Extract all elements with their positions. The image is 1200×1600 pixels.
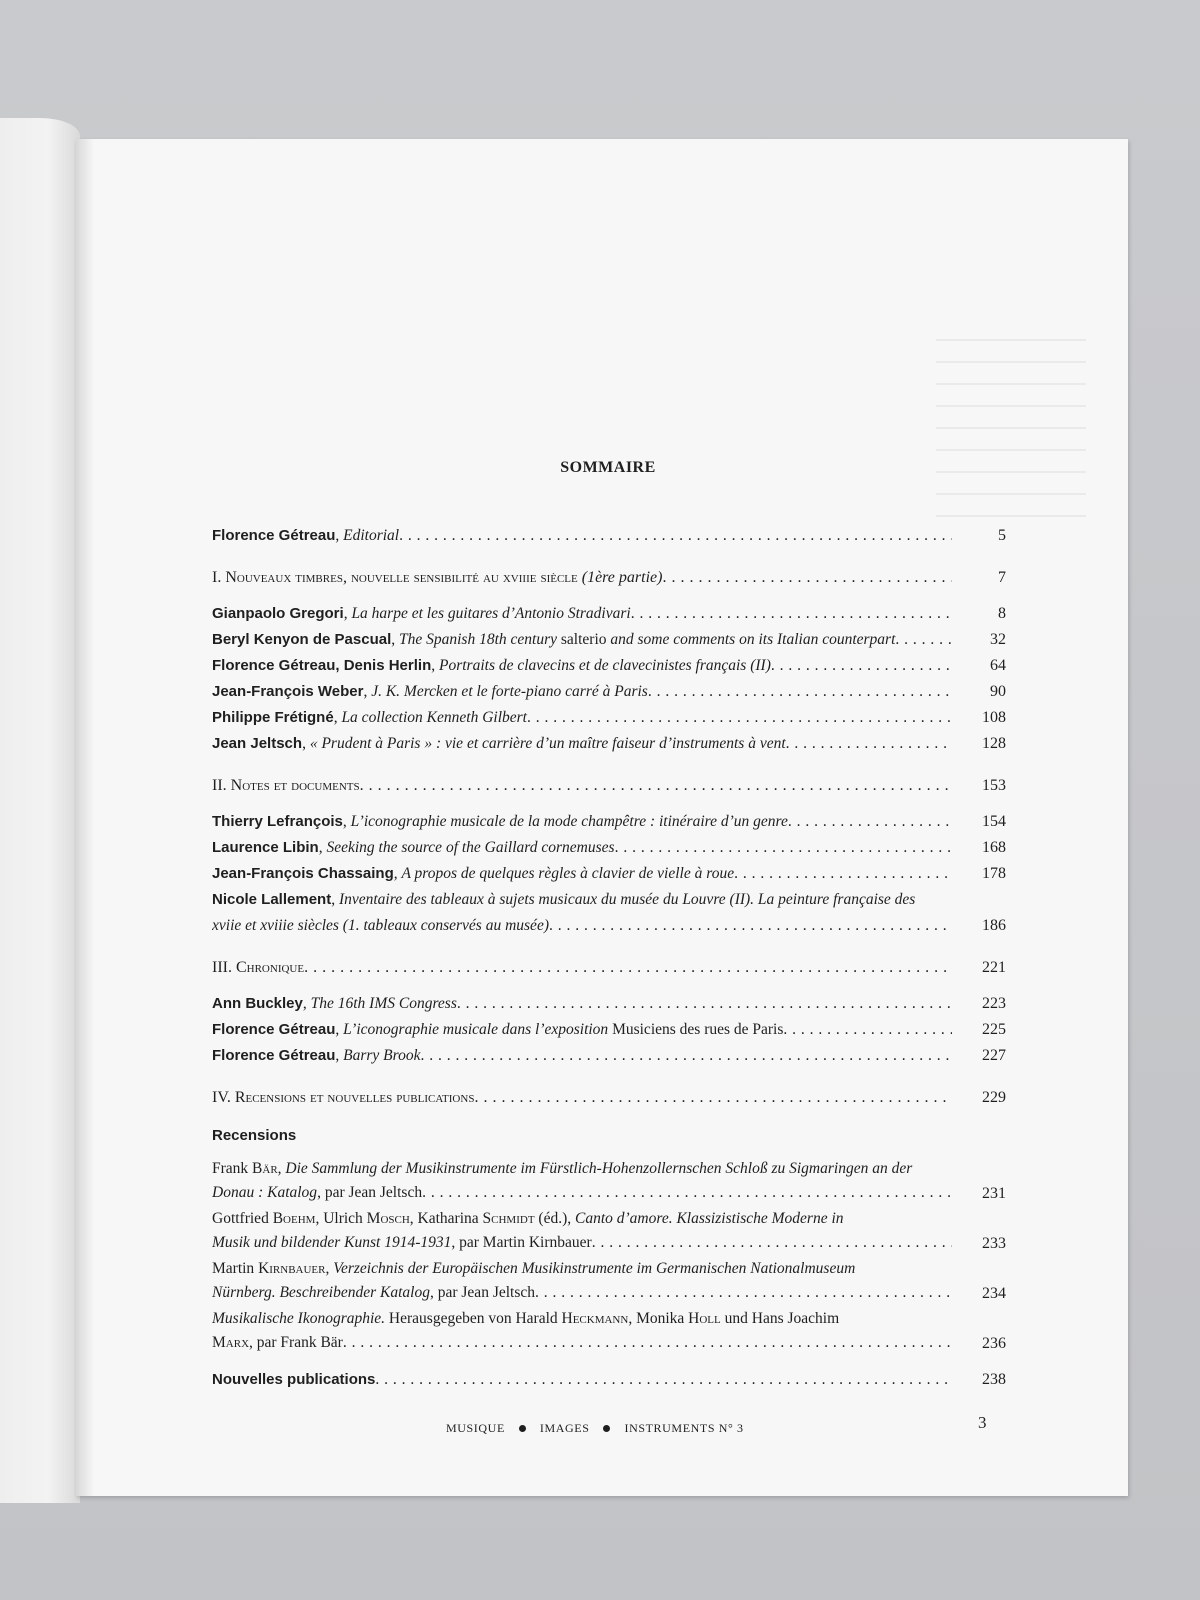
review-text: Herausgegeben von Harald: [388, 1310, 558, 1327]
entry-author: Florence Gétreau, Denis Herlin: [212, 657, 432, 674]
toc-entry: Florence Gétreau, Barry Brook . . . 227: [212, 1043, 1006, 1069]
review-editor-note: (éd.): [538, 1210, 568, 1227]
review-author-first: Monika: [636, 1310, 685, 1327]
review-reviewer: par Frank Bär: [256, 1334, 343, 1351]
toc-section: [212, 1085, 1006, 1111]
entry-title: L’iconographie musicale de la mode champêtre : itinéraire d’un genre: [350, 813, 788, 830]
review-author-last: Kirnbauer: [258, 1260, 326, 1277]
toc-section: [212, 565, 1006, 591]
left-page-edge: [0, 118, 80, 1503]
entry-title: J. K. Mercken et le forte-piano carré à Paris: [371, 683, 648, 700]
review-author-last: Schmidt: [482, 1210, 535, 1227]
toc-entry: Nicole Lallement, Inventaire des tableaux à sujets musicaux du musée du Louvre (II). La peinture française des xviie et xviiie siècles (1. tableaux conservés au musée) . . . 186: [212, 887, 1006, 939]
entry-page: 8: [998, 605, 1006, 622]
review-entry: Gottfried Boehm, Ulrich Mosch, Katharina Schmidt (éd.), Canto d’amore. Klassizistische Moderne in Musik und bildender Kunst 1914-1931, par Martin Kirnbauer . . . 233: [212, 1207, 1006, 1257]
entry-title: « Prudent à Paris » : vie et carrière d’un maître faiseur d’instruments à vent: [309, 735, 786, 752]
review-author-last: Boehm: [272, 1210, 316, 1227]
entry-title-cont: xviie et xviiie siècles (1. tableaux conservés au musée): [212, 917, 549, 934]
entry-author: Jean Jeltsch: [212, 735, 303, 752]
entry-author: Florence Gétreau: [212, 1047, 336, 1064]
entry-author: Thierry Lefrançois: [212, 813, 343, 830]
section-page: 221: [982, 959, 1006, 976]
entry-author: Beryl Kenyon de Pascual: [212, 631, 392, 648]
toc-entry: Gianpaolo Gregori, La harpe et les guitares d’Antonio Stradivari . . . 8: [212, 601, 1006, 627]
toc-entry: Florence Gétreau, L’iconographie musicale dans l’exposition Musiciens des rues de Paris . . . 225: [212, 1017, 1006, 1043]
entry-title: The 16th IMS Congress: [310, 995, 457, 1012]
entry-author: Philippe Frétigné: [212, 709, 334, 726]
table-of-contents: [212, 459, 1006, 1393]
entry-page: 225: [982, 1021, 1006, 1038]
toc-entry: Ann Buckley, The 16th IMS Congress . . . 223: [212, 991, 1006, 1017]
page-title: SOMMAIRE: [560, 459, 656, 476]
entry-author: Florence Gétreau: [212, 1021, 336, 1038]
footer-word: IMAGES: [539, 1421, 590, 1435]
running-footer: [446, 1421, 866, 1436]
review-title-cont: Donau : Katalog: [212, 1184, 318, 1201]
page-number: 3: [978, 1413, 987, 1432]
entry-page: 5: [998, 527, 1006, 544]
toc-section: [212, 955, 1006, 981]
review-title: Verzeichnis der Europäischen Musikinstrumente im Germanischen Nationalmuseum: [333, 1260, 856, 1277]
review-author-first: Ulrich: [323, 1210, 363, 1227]
page-gutter: [76, 139, 94, 1496]
section-label: II. Notes et documents: [212, 777, 360, 794]
entry-title: A propos de quelques règles à clavier de vielle à roue: [401, 865, 735, 882]
review-title: Die Sammlung der Musikinstrumente im Fürstlich-Hohenzollernschen Schloß zu Sigmaringen an der: [285, 1160, 913, 1177]
bullet-icon: [603, 1425, 610, 1432]
bullet-icon: [519, 1425, 526, 1432]
review-text: und Hans Joachim: [724, 1310, 840, 1327]
section-page: 153: [982, 777, 1006, 794]
toc-entry: Philippe Frétigné, La collection Kenneth Gilbert . . . 108: [212, 705, 1006, 731]
review-reviewer: par Jean Jeltsch: [437, 1284, 536, 1301]
section-label: I. Nouveaux timbres, nouvelle sensibilité au xviiie siècle: [212, 569, 578, 586]
entry-author: Florence Gétreau: [212, 527, 336, 544]
entry-title-plain: salterio: [560, 631, 607, 648]
entry-page: 154: [982, 813, 1006, 830]
section-page: 229: [982, 1089, 1006, 1106]
entry-author: Ann Buckley: [212, 995, 303, 1012]
review-author-last: Mosch: [366, 1210, 410, 1227]
review-author-first: Katharina: [417, 1210, 479, 1227]
review-title-cont: Musik und bildender Kunst 1914-1931: [212, 1234, 452, 1251]
entry-page: 223: [982, 995, 1006, 1012]
entry-title: Seeking the source of the Gaillard cornemuses: [326, 839, 615, 856]
review-title: Canto d’amore. Klassizistische Moderne in: [575, 1210, 844, 1227]
entry-title: The Spanish 18th century: [399, 631, 557, 648]
section-suffix: (1ère partie): [581, 569, 663, 586]
entry-page: 227: [982, 1047, 1006, 1064]
entry-title: L’iconographie musicale dans l’exposition: [343, 1021, 609, 1038]
section-label: III. Chronique: [212, 959, 305, 976]
review-author-last: Heckmann: [561, 1310, 629, 1327]
review-author-last: Marx: [212, 1334, 250, 1351]
review-entry: Musikalische Ikonographie. Herausgegeben von Harald Heckmann, Monika Holl und Hans Joachim Marx, par Frank Bär . . . 236: [212, 1307, 1006, 1357]
review-page: 236: [982, 1335, 1006, 1352]
toc-entry: Florence Gétreau, Editorial . . . 5: [212, 523, 1006, 549]
entry-title: Portraits de clavecins et de clavecinistes français (II): [439, 657, 771, 674]
page: [76, 139, 1128, 1496]
entry-title-cont: and some comments on its Italian counterpart: [610, 631, 896, 648]
toc-entry: Florence Gétreau, Denis Herlin, Portraits de clavecins et de clavecinistes français (II) . . . 64: [212, 653, 1006, 679]
toc-section: [212, 773, 1006, 799]
entry-page: 238: [982, 1371, 1006, 1388]
entry-author: Nicole Lallement: [212, 891, 332, 908]
review-author-first: Martin: [212, 1260, 255, 1277]
review-reviewer: par Jean Jeltsch: [324, 1184, 423, 1201]
review-author-last: Bär: [252, 1160, 278, 1177]
entry-author: Jean-François Weber: [212, 683, 364, 700]
entry-page: 128: [982, 735, 1006, 752]
section-page: 7: [998, 569, 1006, 586]
entry-page: 168: [982, 839, 1006, 856]
entry-author: Jean-François Chassaing: [212, 865, 394, 882]
toc-entry: Beryl Kenyon de Pascual, The Spanish 18th century salterio and some comments on its Italian counterpart . . . 32: [212, 627, 1006, 653]
review-author-first: Gottfried: [212, 1210, 269, 1227]
entry-title: Editorial: [343, 527, 400, 544]
section-label: IV. Recensions et nouvelles publications: [212, 1089, 475, 1106]
review-reviewer: par Martin Kirnbauer: [459, 1234, 592, 1251]
entry-author: Laurence Libin: [212, 839, 319, 856]
recensions-heading: Recensions: [212, 1127, 297, 1144]
entry-title: Barry Brook: [343, 1047, 421, 1064]
nouvelles-label: Nouvelles publications: [212, 1371, 376, 1388]
review-page: 231: [982, 1185, 1006, 1202]
review-page: 234: [982, 1285, 1006, 1302]
toc-entry: [212, 1367, 1006, 1393]
footer-word: INSTRUMENTS N° 3: [624, 1421, 744, 1435]
toc-entry: Jean-François Chassaing, A propos de quelques règles à clavier de vielle à roue . . . 178: [212, 861, 1006, 887]
review-entry: Martin Kirnbauer, Verzeichnis der Europäischen Musikinstrumente im Germanischen Nationalmuseum Nürnberg. Beschreibender Katalog, par Jean Jeltsch . . . 234: [212, 1257, 1006, 1307]
toc-entry: Thierry Lefrançois, L’iconographie musicale de la mode champêtre : itinéraire d’un genre . . . 154: [212, 809, 1006, 835]
entry-title: La collection Kenneth Gilbert: [341, 709, 527, 726]
footer-word: MUSIQUE: [446, 1421, 505, 1435]
toc-entry: Jean Jeltsch, « Prudent à Paris » : vie et carrière d’un maître faiseur d’instruments à vent . . . 128: [212, 731, 1006, 757]
entry-page: 186: [982, 917, 1006, 934]
review-title: Musikalische Ikonographie.: [212, 1310, 386, 1327]
entry-page: 64: [990, 657, 1006, 674]
entry-title: La harpe et les guitares d’Antonio Stradivari: [351, 605, 631, 622]
entry-title: Inventaire des tableaux à sujets musicaux du musée du Louvre (II). La peinture française des: [338, 891, 916, 908]
entry-author: Gianpaolo Gregori: [212, 605, 344, 622]
review-entry: Frank Bär, Die Sammlung der Musikinstrumente im Fürstlich-Hohenzollernschen Schloß zu Sigmaringen an der Donau : Katalog, par Jean Jeltsch . . . 231: [212, 1157, 1006, 1207]
review-title-cont: Nürnberg. Beschreibender Katalog: [212, 1284, 430, 1301]
entry-page: 32: [990, 631, 1006, 648]
toc-entry: Jean-François Weber, J. K. Mercken et le forte-piano carré à Paris . . . 90: [212, 679, 1006, 705]
review-page: 233: [982, 1235, 1006, 1252]
entry-page: 108: [982, 709, 1006, 726]
entry-page: 90: [990, 683, 1006, 700]
review-author-first: Frank: [212, 1160, 249, 1177]
review-author-last: Holl: [688, 1310, 721, 1327]
entry-title-plain: Musiciens des rues de Paris: [612, 1021, 784, 1038]
entry-page: 178: [982, 865, 1006, 882]
toc-entry: Laurence Libin, Seeking the source of the Gaillard cornemuses . . . 168: [212, 835, 1006, 861]
